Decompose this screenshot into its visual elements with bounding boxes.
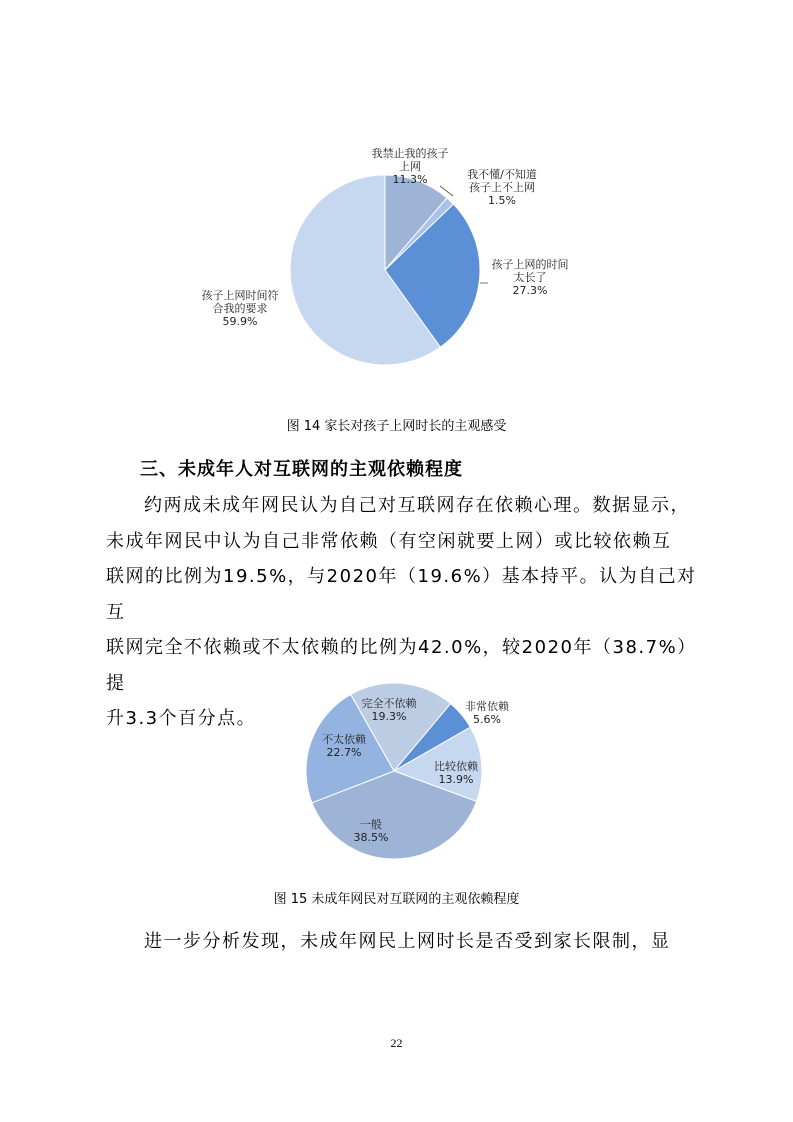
slice-label: 27.3% — [512, 284, 548, 297]
slice-label: 太长了 — [513, 271, 547, 284]
slice-label: 我不懂/不知道 — [467, 168, 537, 181]
slice-label: 22.7% — [326, 746, 362, 759]
slice-label: 孩子上网时间符 — [201, 289, 279, 302]
paragraph-1-line: 升3.3个百分点。 — [106, 708, 257, 729]
slice-label: 11.3% — [392, 173, 428, 186]
paragraph-1-line: 联网的比例为19.5%，与2020年（19.6%）基本持平。认为自己对互 — [106, 566, 697, 623]
slice-label: 不太依赖 — [322, 733, 366, 746]
slice-label: 38.5% — [353, 831, 389, 844]
slice-label: 5.6% — [473, 713, 501, 726]
paragraph-1-line: 约两成未成年网民认为自己对互联网存在依赖心理。数据显示， — [144, 495, 690, 516]
paragraph-1-line: 未成年网民中认为自己非常依赖（有空闲就要上网）或比较依赖互 — [106, 530, 672, 552]
slice-label: 19.3% — [371, 710, 407, 723]
figure-14-caption: 图 14 家长对孩子上网时长的主观感受 — [286, 419, 507, 434]
slice-label: 孩子上不上网 — [469, 181, 535, 194]
slice-label: 一般 — [360, 818, 382, 831]
slice-label: 比较依赖 — [434, 760, 478, 773]
slice-label: 非常依赖 — [465, 700, 509, 713]
slice-label: 完全不依赖 — [361, 697, 417, 710]
slice-label: 我禁止我的孩子 — [371, 147, 449, 160]
figure-15-caption: 图 15 未成年网民对互联网的主观依赖程度 — [273, 892, 520, 907]
slice-label: 孩子上网的时间 — [491, 258, 569, 271]
paragraph-1-line: 联网完全不依赖或不太依赖的比例为42.0%，较2020年（38.7%）提 — [106, 637, 697, 694]
slice-label: 合我的要求 — [212, 302, 268, 315]
slice-label: 上网 — [399, 160, 421, 173]
figure-15-pie-chart — [0, 670, 793, 870]
section-heading: 三、未成年人对互联网的主观依赖程度 — [140, 459, 463, 480]
paragraph-2-line: 进一步分析发现，未成年网民上网时长是否受到家长限制，显 — [144, 931, 671, 952]
slice-label: 1.5% — [488, 194, 516, 207]
page-number: 22 — [390, 1036, 403, 1050]
slice-label: 59.9% — [222, 315, 258, 328]
slice-label: 13.9% — [438, 773, 474, 786]
figure-14-pie-chart — [0, 0, 793, 420]
paragraph-2 — [106, 924, 698, 960]
